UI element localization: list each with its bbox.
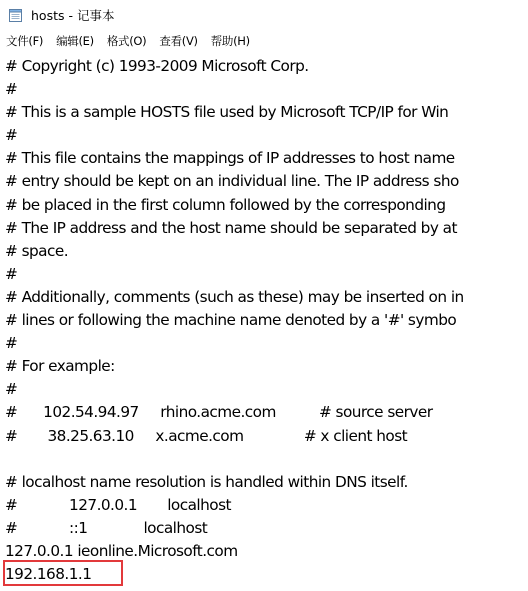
text-line: # be placed in the first column followed by the corresponding [5,195,446,214]
menu-format[interactable]: 格式(O) [106,34,147,48]
text-line: # This is a sample HOSTS file used by Microsoft TCP/IP for Win [5,103,449,122]
text-line: # [5,380,18,399]
text-line: # For example: [5,357,115,376]
menu-file[interactable]: 文件(F) [6,34,44,48]
menu-edit[interactable]: 编辑(E) [56,34,94,48]
text-editor-area[interactable] [0,52,528,591]
highlighted-text-line: 192.168.1.1 [5,565,92,584]
text-line: 127.0.0.1 ieonline.Microsoft.com [5,541,238,560]
notepad-icon [8,7,24,23]
editor-lines [5,55,464,586]
text-line: # ::1 localhost [5,518,208,537]
title-bar[interactable] [0,0,528,30]
text-line: # Copyright (c) 1993-2009 Microsoft Corp. [5,57,309,75]
text-line: # Additionally, comments (such as these) may be inserted on in [5,287,464,306]
text-line: # entry should be kept on an individual line. The IP address sho [5,172,459,191]
window-title: hosts - 记事本 [31,8,115,23]
text-line: # 38.25.63.10 x.acme.com # x client host [5,426,408,445]
text-line: # [5,80,18,99]
text-line: # [5,264,18,283]
menu-view[interactable]: 查看(V) [159,34,198,48]
text-line: # The IP address and the host name should be separated by at [5,218,457,237]
text-line: # [5,126,18,145]
menu-bar [0,30,528,52]
text-line: # This file contains the mappings of IP addresses to host name [5,149,455,168]
text-line: # lines or following the machine name denoted by a '#' symbo [5,311,457,330]
text-line: # [5,334,18,353]
text-line: # 102.54.94.97 rhino.acme.com # source server [5,403,433,422]
text-line: # space. [5,241,69,260]
text-line [5,448,464,471]
text-line: # 127.0.0.1 localhost [5,495,231,514]
text-line: # localhost name resolution is handled within DNS itself. [5,472,408,491]
menu-help[interactable]: 帮助(H) [210,34,250,48]
